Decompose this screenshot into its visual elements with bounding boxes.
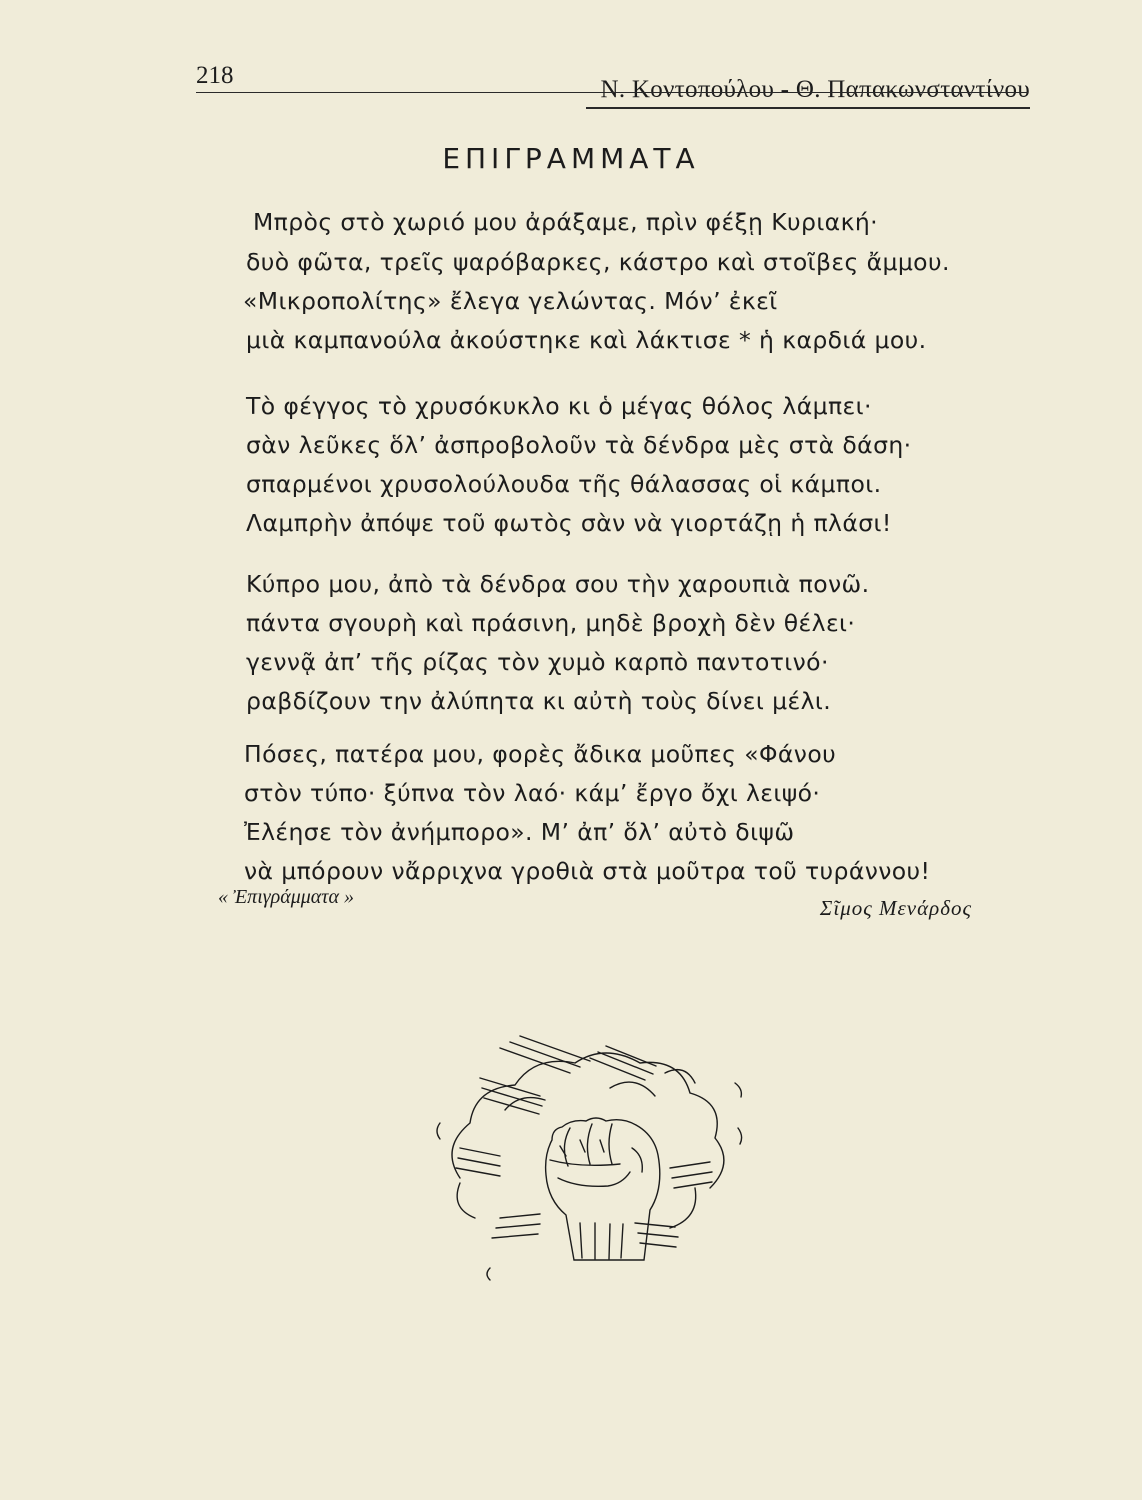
poem-line: νὰ μπόρουν νἄρριχνα γροθιὰ στὰ μοῦτρα τοῦ τυράννου! bbox=[244, 857, 931, 885]
poem-line: Πόσες, πατέρα μου, φορὲς ἄδικα μοῦπες «Φάνου bbox=[244, 740, 837, 768]
poem-line: «Μικροπολίτης» ἔλεγα γελώντας. Μόν’ ἐκεῖ bbox=[243, 287, 778, 315]
poem-line: μιὰ καμπανούλα ἀκούστηκε καὶ λάκτισε * ἡ καρδιά μου. bbox=[246, 326, 927, 354]
fist-icon bbox=[420, 1028, 760, 1288]
poem-line: στὸν τύπο· ξύπνα τὸν λαό· κάμ’ ἔργο ὄχι λειψό· bbox=[244, 779, 821, 807]
poem-line: Τὸ φέγγος τὸ χρυσόκυκλο κι ὁ μέγας θόλος λάμπει· bbox=[246, 392, 872, 420]
poem-line: Κύπρο μου, ἀπὸ τὰ δένδρα σου τὴν χαρουπιὰ πονῶ. bbox=[246, 570, 870, 598]
header-rule bbox=[196, 92, 1028, 93]
poem-title: ΕΠΙΓΡΑΜΜΑΤΑ bbox=[442, 142, 700, 175]
poem-line: Ἐλέησε τὸν ἀνήμπορο». Μ’ ἀπ’ ὅλ’ αὐτὸ διψῶ bbox=[244, 818, 795, 846]
poem-line: σπαρμένοι χρυσολούλουδα τῆς θάλασσας οἱ κάμποι. bbox=[246, 470, 882, 498]
poem-line: γεννᾷ ἀπ’ τῆς ρίζας τὸν χυμὸ καρπὸ παντοτινό· bbox=[246, 648, 829, 676]
poem-line: πάντα σγουρὴ καὶ πράσινη, μηδὲ βροχὴ δὲν θέλει· bbox=[246, 609, 856, 637]
source-citation: « Ἐπιγράμματα » bbox=[218, 886, 354, 908]
header-rule-right bbox=[586, 107, 1030, 109]
poem-line: Μπρὸς στὸ χωριό μου ἀράξαμε, πρὶν φέξῃ Κυριακή· bbox=[253, 208, 878, 236]
poem-line: ραβδίζουν την ἀλύπητα κι αὐτὴ τοὺς δίνει μέλι. bbox=[246, 687, 832, 715]
page-number: 218 bbox=[196, 62, 234, 89]
running-head: Ν. Κοντοπούλου - Θ. Παπακωνσταντίνου bbox=[600, 76, 1030, 103]
poem-line: Λαμπρὴν ἀπόψε τοῦ φωτὸς σὰν νὰ γιορτάζῃ ἡ πλάσι! bbox=[246, 509, 892, 537]
poem-line: σὰν λεῦκες ὅλ’ ἀσπροβολοῦν τὰ δένδρα μὲς στὰ δάση· bbox=[246, 431, 912, 459]
poem-line: δυὸ φῶτα, τρεῖς ψαρόβαρκες, κάστρο καὶ στοῖβες ἄμμου. bbox=[246, 248, 950, 276]
author-signature: Σῖμος Μενάρδος bbox=[819, 896, 972, 920]
